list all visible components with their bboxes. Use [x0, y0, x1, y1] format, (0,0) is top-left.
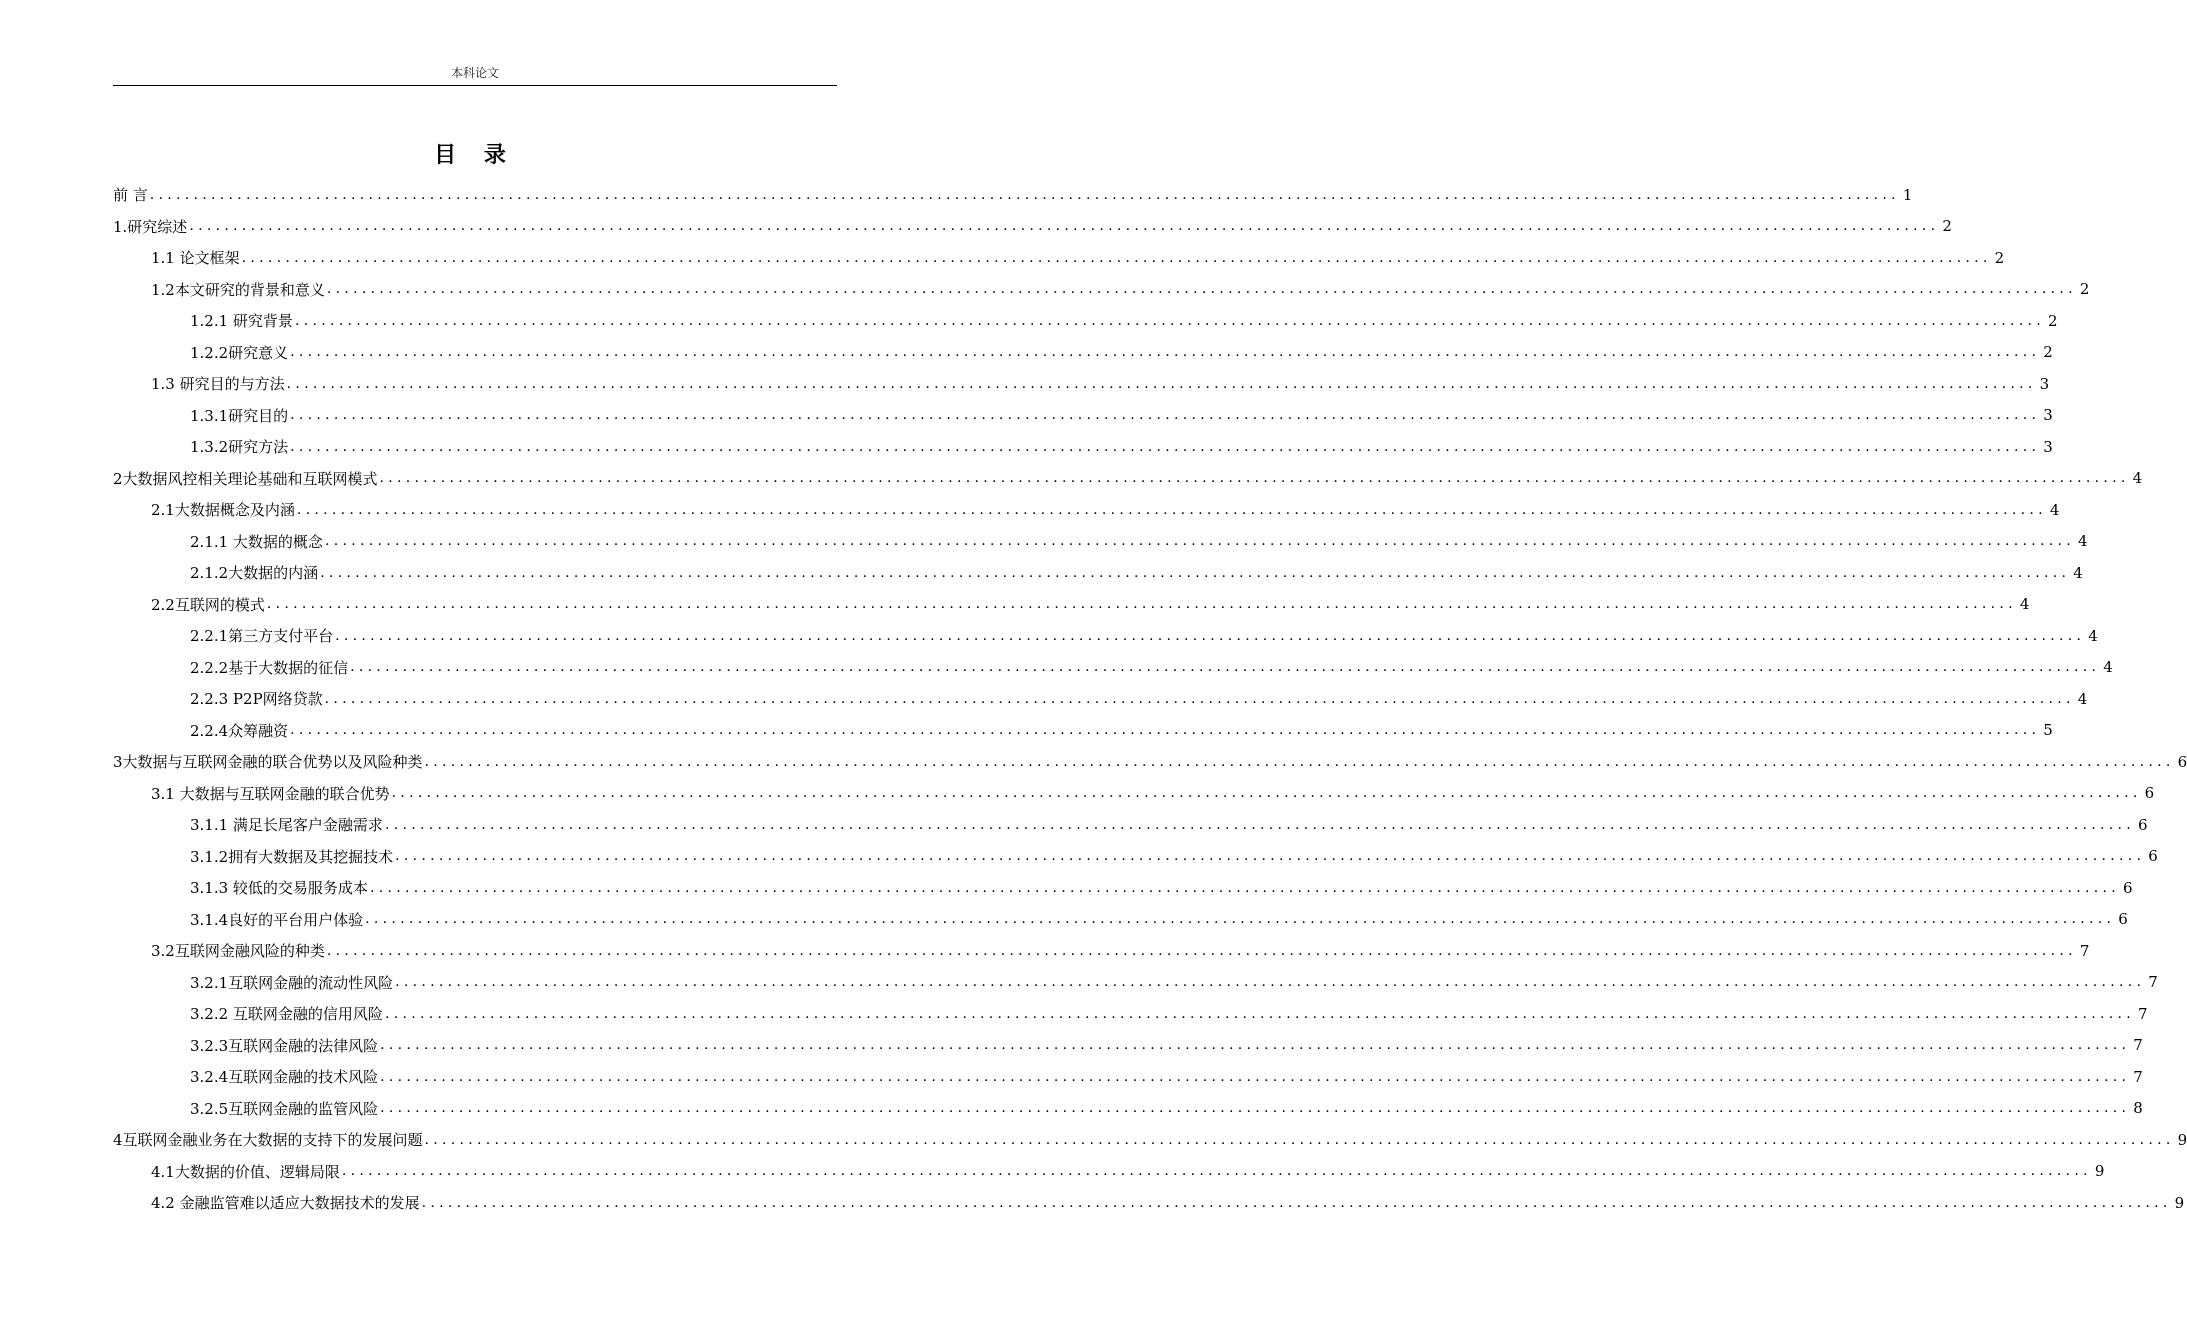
- toc-dot-leader: ........................................................................................................................................................................................................: [380, 1100, 2131, 1117]
- toc-entry-title: 前 言: [113, 186, 148, 205]
- toc-entry-title: 1.3 研究目的与方法: [151, 375, 285, 394]
- toc-entry-page: 9: [2174, 1193, 2185, 1212]
- toc-entry-title: 3.1.4良好的平台用户体验: [190, 910, 364, 929]
- toc-entry-title: 4.1大数据的价值、逻辑局限: [151, 1162, 340, 1181]
- toc-entry-title: 2.1.1 大数据的概念: [190, 532, 323, 551]
- toc-entry-page: 4: [2132, 469, 2143, 488]
- toc-entry[interactable]: [113, 337, 2053, 369]
- toc-entry-page: 3: [2043, 437, 2053, 456]
- toc-dot-leader: ........................................................................................................................................................................................................: [290, 438, 2041, 455]
- toc-entry[interactable]: [113, 1093, 2143, 1125]
- toc-entry[interactable]: [113, 368, 2050, 400]
- toc-entry[interactable]: [113, 557, 2083, 589]
- toc-entry[interactable]: [113, 620, 2098, 652]
- toc-entry-title: 3.2.1互联网金融的流动性风险: [190, 973, 394, 992]
- toc-entry[interactable]: [113, 1061, 2143, 1093]
- toc-dot-leader: ........................................................................................................................................................................................................: [320, 564, 2071, 581]
- toc-entry[interactable]: [113, 1156, 2105, 1188]
- toc-entry[interactable]: [113, 242, 2005, 274]
- toc-entry[interactable]: [113, 683, 2088, 715]
- toc-entry-page: 7: [2079, 941, 2090, 960]
- toc-entry-page: 2: [2047, 311, 2058, 330]
- toc-dot-leader: ........................................................................................................................................................................................................: [369, 879, 2120, 896]
- toc-dot-leader: ........................................................................................................................................................................................................: [341, 1163, 2092, 1180]
- toc-entry-title: 3.2.2 互联网金融的信用风险: [190, 1005, 383, 1024]
- toc-entry[interactable]: [113, 431, 2053, 463]
- toc-entry-title: 3.1.2拥有大数据及其挖掘技术: [190, 847, 394, 866]
- toc-entry-page: 4: [2073, 563, 2083, 582]
- toc-entry[interactable]: [113, 778, 2155, 810]
- toc-entry[interactable]: [113, 746, 2187, 778]
- toc-dot-leader: ........................................................................................................................................................................................................: [395, 848, 2146, 865]
- toc-entry-title: 1.研究综述: [113, 217, 188, 236]
- toc-dot-leader: ........................................................................................................................................................................................................: [286, 375, 2037, 392]
- toc-entry-title: 3.1.1 满足长尾客户金融需求: [190, 816, 383, 835]
- toc-dot-leader: ........................................................................................................................................................................................................: [424, 753, 2175, 770]
- toc-entry-title: 3大数据与互联网金融的联合优势以及风险种类: [113, 753, 423, 772]
- toc-dot-leader: ........................................................................................................................................................................................................: [424, 1131, 2175, 1148]
- toc-entry[interactable]: [113, 274, 2090, 306]
- toc-entry[interactable]: [113, 179, 1913, 211]
- toc-entry-page: 7: [2133, 1036, 2143, 1055]
- toc-entry-title: 2.2.4众筹融资: [190, 721, 289, 740]
- toc-dot-leader: ........................................................................................................................................................................................................: [384, 816, 2135, 833]
- toc-entry-title: 1.3.1研究目的: [190, 406, 289, 425]
- toc-dot-leader: ........................................................................................................................................................................................................: [324, 690, 2075, 707]
- toc-dot-leader: ........................................................................................................................................................................................................: [296, 501, 2047, 518]
- toc-entry-page: 7: [2137, 1004, 2148, 1023]
- toc-dot-leader: ........................................................................................................................................................................................................: [395, 974, 2146, 991]
- toc-entry[interactable]: [113, 841, 2158, 873]
- toc-heading: 目 录: [434, 143, 516, 168]
- toc-entry-page: 1: [1902, 185, 1913, 204]
- toc-entry-page: 2: [2043, 343, 2053, 362]
- toc-dot-leader: ........................................................................................................................................................................................................: [326, 281, 2077, 298]
- toc-entry-page: 4: [2019, 595, 2030, 614]
- toc-entry-page: 7: [2133, 1067, 2143, 1086]
- toc-entry-page: 6: [2148, 847, 2158, 866]
- toc-entry-page: 2: [1994, 248, 2005, 267]
- toc-entry[interactable]: [113, 1124, 2187, 1156]
- toc-entry-title: 3.1.3 较低的交易服务成本: [190, 879, 368, 898]
- toc-dot-leader: ........................................................................................................................................................................................................: [266, 596, 2017, 613]
- toc-entry-title: 3.1 大数据与互联网金融的联合优势: [151, 784, 390, 803]
- toc-entry-title: 1.1 论文框架: [151, 249, 240, 268]
- toc-entry[interactable]: [113, 526, 2088, 558]
- toc-dot-leader: ........................................................................................................................................................................................................: [324, 533, 2075, 550]
- toc-dot-leader: ........................................................................................................................................................................................................: [391, 785, 2142, 802]
- toc-dot-leader: ........................................................................................................................................................................................................: [384, 1005, 2135, 1022]
- toc-entry-title: 1.2.2研究意义: [190, 343, 289, 362]
- toc-entry[interactable]: [113, 652, 2113, 684]
- toc-dot-leader: ........................................................................................................................................................................................................: [350, 659, 2101, 676]
- toc-entry-title: 2.2互联网的模式: [151, 595, 265, 614]
- toc-entry-title: 3.2.5互联网金融的监管风险: [190, 1099, 379, 1118]
- toc-entry[interactable]: [113, 904, 2128, 936]
- toc-entry-page: 4: [2088, 626, 2098, 645]
- toc-entry-page: 7: [2148, 973, 2158, 992]
- toc-dot-leader: ........................................................................................................................................................................................................: [380, 1037, 2131, 1054]
- toc-entry-title: 2大数据风控相关理论基础和互联网模式: [113, 469, 378, 488]
- toc-entry-title: 1.2.1 研究背景: [190, 312, 293, 331]
- toc-entry-page: 2: [1942, 217, 1952, 236]
- toc-entry-title: 1.3.2研究方法: [190, 438, 289, 457]
- toc-entry[interactable]: [113, 305, 2058, 337]
- toc-entry[interactable]: [113, 935, 2090, 967]
- toc-dot-leader: ........................................................................................................................................................................................................: [241, 249, 1992, 266]
- toc-entry[interactable]: [113, 494, 2060, 526]
- toc-dot-leader: ........................................................................................................................................................................................................: [365, 911, 2116, 928]
- toc-entry-title: 3.2.3互联网金融的法律风险: [190, 1036, 379, 1055]
- toc-entry-page: 3: [2039, 374, 2050, 393]
- toc-entry-page: 6: [2137, 815, 2148, 834]
- toc-dot-leader: ........................................................................................................................................................................................................: [380, 1068, 2131, 1085]
- toc-dot-leader: ........................................................................................................................................................................................................: [294, 312, 2045, 329]
- page-header: 本科论文: [450, 66, 499, 80]
- toc-entry-page: 9: [2177, 1130, 2187, 1149]
- toc-entry-title: 2.2.2基于大数据的征信: [190, 658, 349, 677]
- toc-dot-leader: ........................................................................................................................................................................................................: [421, 1194, 2172, 1211]
- toc-entry-title: 4互联网金融业务在大数据的支持下的发展问题: [113, 1131, 423, 1150]
- toc-entry-page: 6: [2177, 752, 2187, 771]
- toc-entry[interactable]: [113, 1030, 2143, 1062]
- toc-entry-page: 6: [2118, 910, 2128, 929]
- toc-dot-leader: ........................................................................................................................................................................................................: [335, 627, 2086, 644]
- header-rule: [113, 85, 837, 86]
- table-of-contents: [113, 179, 2187, 1219]
- toc-entry[interactable]: [113, 1187, 2185, 1219]
- toc-dot-leader: ........................................................................................................................................................................................................: [290, 407, 2041, 424]
- toc-dot-leader: ........................................................................................................................................................................................................: [189, 218, 1940, 235]
- toc-entry[interactable]: [113, 589, 2030, 621]
- toc-entry-title: 2.2.1第三方支付平台: [190, 627, 334, 646]
- toc-entry-page: 6: [2144, 784, 2155, 803]
- toc-entry-page: 5: [2043, 721, 2053, 740]
- toc-entry[interactable]: [113, 211, 1952, 243]
- toc-dot-leader: ........................................................................................................................................................................................................: [379, 470, 2130, 487]
- toc-entry[interactable]: [113, 998, 2148, 1030]
- toc-entry-page: 4: [2077, 689, 2088, 708]
- toc-entry-page: 6: [2122, 878, 2133, 897]
- toc-entry-page: 4: [2103, 658, 2113, 677]
- toc-entry[interactable]: [113, 872, 2133, 904]
- toc-dot-leader: ........................................................................................................................................................................................................: [149, 186, 1900, 203]
- toc-entry-title: 3.2.4互联网金融的技术风险: [190, 1068, 379, 1087]
- toc-entry-title: 2.1.2大数据的内涵: [190, 564, 319, 583]
- toc-entry-page: 9: [2094, 1162, 2105, 1181]
- toc-dot-leader: ........................................................................................................................................................................................................: [290, 722, 2041, 739]
- toc-entry[interactable]: [113, 809, 2148, 841]
- toc-entry-page: 8: [2133, 1099, 2143, 1118]
- toc-entry-title: 2.2.3 P2P网络贷款: [190, 690, 323, 709]
- toc-entry[interactable]: [113, 400, 2053, 432]
- toc-entry-title: 2.1大数据概念及内涵: [151, 501, 295, 520]
- toc-entry-page: 3: [2043, 406, 2053, 425]
- toc-entry-title: 1.2本文研究的背景和意义: [151, 280, 325, 299]
- toc-dot-leader: ........................................................................................................................................................................................................: [290, 344, 2041, 361]
- toc-entry-page: 4: [2077, 532, 2088, 551]
- toc-entry-page: 4: [2049, 500, 2060, 519]
- toc-entry-title: 3.2互联网金融风险的种类: [151, 942, 325, 961]
- toc-entry-page: 2: [2079, 280, 2090, 299]
- toc-entry-title: 4.2 金融监管难以适应大数据技术的发展: [151, 1194, 420, 1213]
- toc-entry[interactable]: [113, 463, 2143, 495]
- toc-entry[interactable]: [113, 715, 2053, 747]
- toc-entry[interactable]: [113, 967, 2158, 999]
- toc-dot-leader: ........................................................................................................................................................................................................: [326, 942, 2077, 959]
